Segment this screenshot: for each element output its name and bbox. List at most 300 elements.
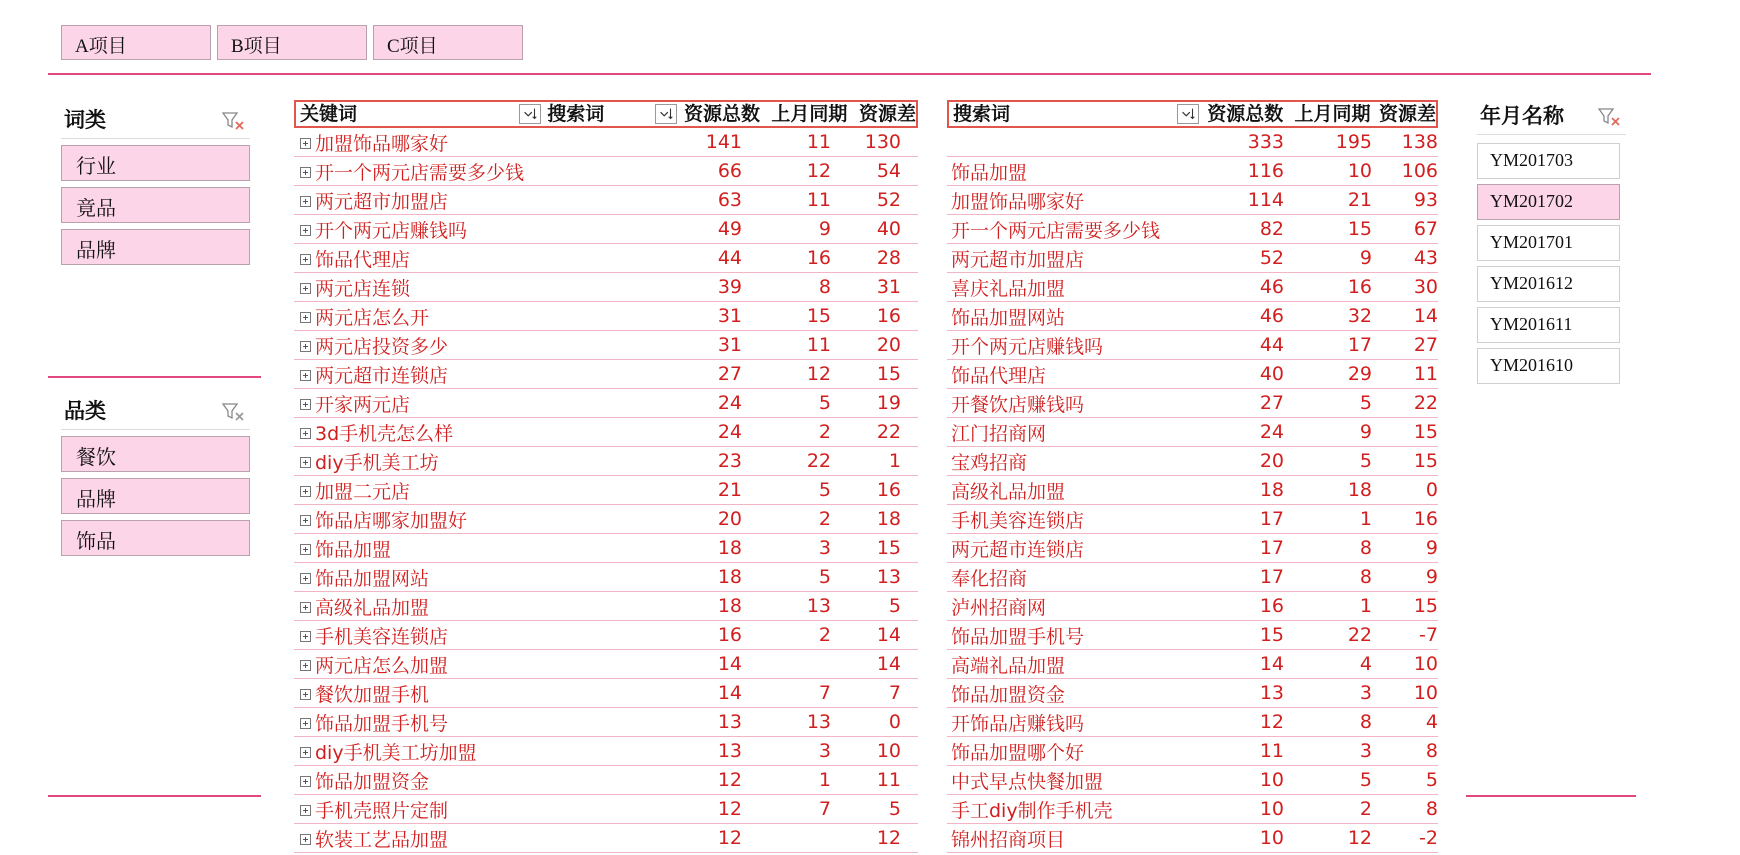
keyword-cell [294,390,632,417]
keyword-cell [294,680,632,707]
table-row [947,302,1438,331]
table-row [947,273,1438,302]
resource-diff-cell: -2 [1419,827,1438,849]
last-month-cell: 12 [1347,827,1372,849]
keyword-text: diy手机美工坊 [315,451,439,474]
resource-diff-cell: 11 [1413,363,1438,385]
pivot-header [947,100,1438,128]
expand-icon[interactable] [300,225,311,236]
search-term-cell: 江门招商网 [951,422,1047,445]
table-row [294,708,918,737]
table-row [294,186,918,215]
clear-filter-icon[interactable] [222,111,246,131]
table-row [294,157,918,186]
slicer-item-canyin[interactable]: 餐饮 [61,436,250,472]
keyword-text: 高级礼品加盟 [315,596,430,619]
header-search-term: 搜索词 [547,103,605,125]
slicer-item-pinpai[interactable]: 品牌 [61,229,250,265]
table-row [947,476,1438,505]
total-resources-cell: 13 [1259,682,1284,704]
keyword-cell [294,535,632,562]
last-month-cell: 8 [1359,566,1372,588]
resource-diff-cell: 10 [876,740,901,762]
keyword-text: 两元超市连锁店 [315,364,449,387]
table-row [294,737,918,766]
resource-diff-cell: 67 [1413,218,1438,240]
expand-icon[interactable] [300,689,311,700]
total-resources-cell: 16 [1259,595,1284,617]
resource-diff-cell: 31 [876,276,901,298]
expand-icon[interactable] [300,283,311,294]
keyword-cell [294,767,632,794]
keyword-cell [294,332,632,359]
table-row [294,795,918,824]
keyword-text: 开家两元店 [315,393,411,416]
last-month-cell: 1 [1359,508,1372,530]
tab-b-project[interactable]: B项目 [217,25,367,60]
table-row [294,389,918,418]
resource-diff-cell: 7 [888,682,901,704]
expand-icon[interactable] [300,544,311,555]
total-resources-cell: 17 [1259,508,1284,530]
total-resources-cell: 114 [1247,189,1284,211]
expand-icon[interactable] [300,602,311,613]
resource-diff-cell: 15 [1413,421,1438,443]
total-resources-cell: 82 [1259,218,1284,240]
table-row [947,708,1438,737]
table-row [294,650,918,679]
table-row [947,186,1438,215]
total-resources-cell: 31 [717,334,742,356]
pivot-table-search-terms [947,100,1438,853]
last-month-cell: 22 [1347,624,1372,646]
table-row [947,128,1438,157]
left-divider-2 [48,795,261,797]
table-row [294,766,918,795]
slicer-item-ym201701[interactable]: YM201701 [1477,225,1620,261]
resource-diff-cell: 15 [1413,595,1438,617]
resource-diff-cell: 22 [1413,392,1438,414]
keyword-text: 手机美容连锁店 [315,625,449,648]
total-resources-cell: 39 [717,276,742,298]
last-month-cell: 5 [1359,769,1372,791]
last-month-cell: 22 [806,450,831,472]
total-resources-cell: 13 [717,711,742,733]
total-resources-cell: 10 [1259,827,1284,849]
expand-icon[interactable] [300,515,311,526]
total-resources-cell: 21 [717,479,742,501]
pivot-table-keywords [294,100,918,853]
table-row [294,534,918,563]
total-resources-cell: 12 [717,798,742,820]
keyword-text: 餐饮加盟手机 [315,683,430,706]
tab-c-project[interactable]: C项目 [373,25,523,60]
total-resources-cell: 24 [1259,421,1284,443]
search-term-cell: 饰品加盟 [951,161,1028,184]
expand-icon[interactable] [300,254,311,265]
search-term-cell: 高端礼品加盟 [951,654,1066,677]
keyword-cell [294,419,632,446]
search-term-cell: 开一个两元店需要多少钱 [951,219,1161,242]
keyword-text: diy手机美工坊加盟 [315,741,477,764]
header-resource-diff: 资源差 [1378,103,1436,125]
slicer-pin-lei-title: 品类 [64,399,106,423]
resource-diff-cell: 18 [876,508,901,530]
filter-dropdown-icon[interactable] [1177,104,1199,124]
keyword-cell [294,158,632,185]
expand-icon[interactable] [300,718,311,729]
project-tabs [61,25,523,60]
total-resources-cell: 20 [717,508,742,530]
keyword-cell [294,709,632,736]
table-row [947,157,1438,186]
total-resources-cell: 15 [1259,624,1284,646]
last-month-cell: 195 [1335,131,1372,153]
keyword-text: 两元店怎么加盟 [315,654,449,677]
header-last-month: 上月同期 [771,103,848,125]
total-resources-cell: 12 [717,769,742,791]
expand-icon[interactable] [300,660,311,671]
total-resources-cell: 40 [1259,363,1284,385]
keyword-text: 开个两元店赚钱吗 [315,219,468,242]
total-resources-cell: 49 [717,218,742,240]
table-row [947,650,1438,679]
search-term-cell: 泸州招商网 [951,596,1047,619]
last-month-cell: 2 [818,508,831,530]
search-term-cell: 两元超市加盟店 [951,248,1085,271]
search-term-cell: 开餐饮店赚钱吗 [951,393,1085,416]
expand-icon[interactable] [300,457,311,468]
table-row [947,447,1438,476]
total-resources-cell: 63 [717,189,742,211]
table-row [294,592,918,621]
table-row [294,679,918,708]
total-resources-cell: 17 [1259,537,1284,559]
total-resources-cell: 141 [705,131,742,153]
resource-diff-cell: 22 [876,421,901,443]
keyword-cell [294,506,632,533]
resource-diff-cell: 30 [1413,276,1438,298]
last-month-cell: 1 [818,769,831,791]
expand-icon[interactable] [300,486,311,497]
last-month-cell: 3 [818,740,831,762]
total-resources-cell: 12 [717,827,742,849]
slicer-item-shipin[interactable]: 饰品 [61,520,250,556]
resource-diff-cell: 0 [1425,479,1438,501]
resource-diff-cell: 10 [1413,653,1438,675]
resource-diff-cell: 9 [1425,566,1438,588]
total-resources-cell: 10 [1259,769,1284,791]
keyword-cell [294,303,632,330]
table-row [294,505,918,534]
expand-icon[interactable] [300,370,311,381]
total-resources-cell: 46 [1259,305,1284,327]
table-row [947,679,1438,708]
last-month-cell: 1 [1359,595,1372,617]
search-term-cell: 锦州招商项目 [951,828,1066,851]
resource-diff-cell: 19 [876,392,901,414]
keyword-cell [294,448,632,475]
resource-diff-cell: 8 [1425,740,1438,762]
resource-diff-cell: 8 [1425,798,1438,820]
resource-diff-cell: 28 [876,247,901,269]
keyword-text: 软装工艺品加盟 [315,828,449,851]
last-month-cell: 8 [818,276,831,298]
last-month-cell: 9 [1359,421,1372,443]
table-row [294,563,918,592]
slicer-item-ym201703[interactable]: YM201703 [1477,143,1620,179]
total-resources-cell: 16 [717,624,742,646]
last-month-cell: 3 [1359,682,1372,704]
resource-diff-cell: 106 [1401,160,1438,182]
table-row [947,563,1438,592]
total-resources-cell: 17 [1259,566,1284,588]
total-resources-cell: 52 [1259,247,1284,269]
slicer-pin-lei [61,396,250,556]
search-term-cell: 奉化招商 [951,567,1028,590]
resource-diff-cell: 9 [1425,537,1438,559]
keyword-text: 加盟二元店 [315,480,411,503]
last-month-cell: 17 [1347,334,1372,356]
table-row [947,215,1438,244]
last-month-cell: 9 [1359,247,1372,269]
resource-diff-cell: 27 [1413,334,1438,356]
resource-diff-cell: 5 [1425,769,1438,791]
expand-icon[interactable] [300,631,311,642]
search-term-cell: 高级礼品加盟 [951,480,1066,503]
total-resources-cell: 18 [717,595,742,617]
table-row [294,273,918,302]
expand-icon[interactable] [300,196,311,207]
search-term-cell: 饰品加盟资金 [951,683,1066,706]
keyword-cell [294,825,632,852]
resource-diff-cell: 0 [888,711,901,733]
table-row [947,592,1438,621]
last-month-cell: 11 [806,189,831,211]
keyword-text: 两元店连锁 [315,277,411,300]
keyword-text: 两元店怎么开 [315,306,430,329]
slicer-year-month-title: 年月名称 [1480,104,1564,128]
slicer-item-jingpin[interactable]: 竟品 [61,187,250,223]
last-month-cell: 5 [818,479,831,501]
header-total-resources: 资源总数 [1207,103,1284,125]
slicer-item-ym201612[interactable]: YM201612 [1477,266,1620,302]
table-row [294,360,918,389]
last-month-cell: 8 [1359,537,1372,559]
expand-icon[interactable] [300,428,311,439]
last-month-cell: 7 [818,682,831,704]
total-resources-cell: 18 [1259,479,1284,501]
last-month-cell: 15 [1347,218,1372,240]
total-resources-cell: 13 [717,740,742,762]
last-month-cell: 16 [806,247,831,269]
last-month-cell: 11 [806,334,831,356]
total-resources-cell: 10 [1259,798,1284,820]
search-term-cell: 宝鸡招商 [951,451,1028,474]
total-resources-cell: 24 [717,421,742,443]
last-month-cell: 5 [1359,392,1372,414]
table-row [294,447,918,476]
expand-icon[interactable] [300,312,311,323]
last-month-cell: 2 [818,624,831,646]
keyword-cell [294,651,632,678]
table-row [294,331,918,360]
resource-diff-cell: 15 [876,363,901,385]
keyword-text: 饰品代理店 [315,248,411,271]
keyword-text: 饰品加盟 [315,538,392,561]
expand-icon[interactable] [300,834,311,845]
resource-diff-cell: 138 [1401,131,1438,153]
total-resources-cell: 44 [1259,334,1284,356]
last-month-cell: 8 [1359,711,1372,733]
table-row [947,244,1438,273]
header-resource-diff: 资源差 [858,103,916,125]
left-divider-1 [48,376,261,378]
expand-icon[interactable] [300,138,311,149]
slicer-ci-lei [61,105,250,265]
resource-diff-cell: 14 [1413,305,1438,327]
pivot-header [294,100,918,128]
resource-diff-cell: 54 [876,160,901,182]
total-resources-cell: 12 [1259,711,1284,733]
resource-diff-cell: 12 [876,827,901,849]
search-term-cell: 手工diy制作手机壳 [951,799,1113,822]
resource-diff-cell: 5 [888,595,901,617]
slicer-item-ym201611[interactable]: YM201611 [1477,307,1620,343]
keyword-cell [294,361,632,388]
total-resources-cell: 14 [717,653,742,675]
last-month-cell: 10 [1347,160,1372,182]
total-resources-cell: 46 [1259,276,1284,298]
keyword-cell [294,564,632,591]
last-month-cell: 3 [818,537,831,559]
last-month-cell: 3 [1359,740,1372,762]
keyword-text: 3d手机壳怎么样 [315,422,454,445]
expand-icon[interactable] [300,776,311,787]
top-divider [48,73,1651,75]
total-resources-cell: 116 [1247,160,1284,182]
table-row [294,128,918,157]
search-term-cell: 开饰品店赚钱吗 [951,712,1085,735]
last-month-cell: 32 [1347,305,1372,327]
table-row [294,621,918,650]
search-term-cell: 饰品代理店 [951,364,1047,387]
expand-icon[interactable] [300,805,311,816]
expand-icon[interactable] [300,399,311,410]
total-resources-cell: 18 [717,537,742,559]
total-resources-cell: 44 [717,247,742,269]
total-resources-cell: 333 [1247,131,1284,153]
tab-a-project[interactable]: A项目 [61,25,211,60]
keyword-text: 两元超市加盟店 [315,190,449,213]
search-term-cell: 两元超市连锁店 [951,538,1085,561]
resource-diff-cell: 20 [876,334,901,356]
slicer-item-ym201610[interactable]: YM201610 [1477,348,1620,384]
search-term-cell: 喜庆礼品加盟 [951,277,1066,300]
table-row [294,244,918,273]
search-term-cell: 饰品加盟哪个好 [951,741,1085,764]
last-month-cell: 7 [818,798,831,820]
last-month-cell: 5 [818,566,831,588]
right-divider [1466,795,1636,797]
last-month-cell: 12 [806,160,831,182]
keyword-text: 饰品加盟网站 [315,567,430,590]
last-month-cell: 13 [806,711,831,733]
last-month-cell: 2 [1359,798,1372,820]
last-month-cell: 21 [1347,189,1372,211]
total-resources-cell: 27 [717,363,742,385]
expand-icon[interactable] [300,573,311,584]
last-month-cell: 15 [806,305,831,327]
table-row [294,418,918,447]
clear-filter-icon[interactable] [222,402,246,422]
resource-diff-cell: 13 [876,566,901,588]
resource-diff-cell: 93 [1413,189,1438,211]
resource-diff-cell: 5 [888,798,901,820]
keyword-cell [294,187,632,214]
total-resources-cell: 31 [717,305,742,327]
resource-diff-cell: 14 [876,624,901,646]
last-month-cell: 9 [818,218,831,240]
last-month-cell: 5 [818,392,831,414]
filter-dropdown-icon[interactable] [519,104,541,124]
resource-diff-cell: 1 [888,450,901,472]
keyword-text: 饰品加盟资金 [315,770,430,793]
keyword-text: 饰品店哪家加盟好 [315,509,468,532]
clear-filter-icon[interactable] [1598,107,1622,127]
table-row [294,302,918,331]
slicer-item-ym201702[interactable]: YM201702 [1477,184,1620,220]
total-resources-cell: 11 [1259,740,1284,762]
expand-icon[interactable] [300,341,311,352]
total-resources-cell: 20 [1259,450,1284,472]
resource-diff-cell: 15 [876,537,901,559]
table-row [947,824,1438,853]
resource-diff-cell: 16 [876,479,901,501]
expand-icon[interactable] [300,747,311,758]
last-month-cell: 5 [1359,450,1372,472]
last-month-cell: 29 [1347,363,1372,385]
slicer-item-pinpai[interactable]: 品牌 [61,478,250,514]
last-month-cell: 16 [1347,276,1372,298]
resource-diff-cell: 52 [876,189,901,211]
search-term-cell: 手机美容连锁店 [951,509,1085,532]
total-resources-cell: 66 [717,160,742,182]
resource-diff-cell: 130 [864,131,901,153]
keyword-cell [294,738,632,765]
resource-diff-cell: 16 [876,305,901,327]
search-term-cell: 开个两元店赚钱吗 [951,335,1104,358]
last-month-cell: 12 [806,363,831,385]
table-row [947,795,1438,824]
keyword-text: 手机壳照片定制 [315,799,449,822]
last-month-cell: 13 [806,595,831,617]
expand-icon[interactable] [300,167,311,178]
last-month-cell: 18 [1347,479,1372,501]
slicer-item-hangye[interactable]: 行业 [61,145,250,181]
search-term-cell: 饰品加盟手机号 [951,625,1085,648]
search-term-cell: 中式早点快餐加盟 [951,770,1104,793]
total-resources-cell: 14 [1259,653,1284,675]
header-total-resources: 资源总数 [684,103,761,125]
keyword-cell [294,477,632,504]
resource-diff-cell: 14 [876,653,901,675]
total-resources-cell: 14 [717,682,742,704]
keyword-cell [294,622,632,649]
keyword-text: 加盟饰品哪家好 [315,132,449,155]
filter-dropdown-icon[interactable] [655,104,677,124]
keyword-text: 开一个两元店需要多少钱 [315,161,525,184]
